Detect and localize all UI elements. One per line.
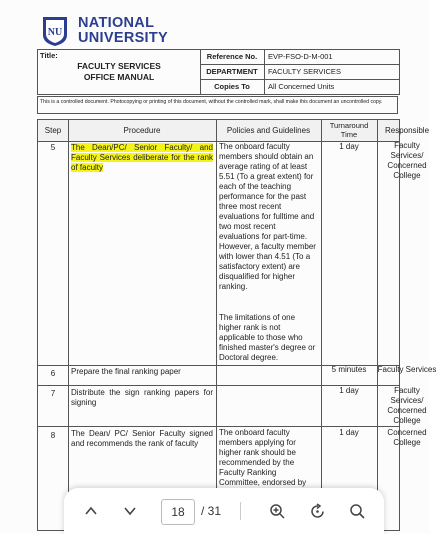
title-block [37, 49, 400, 95]
university-name-line2: UNIVERSITY [78, 30, 169, 46]
search-icon [349, 503, 366, 520]
step-number: 6 [50, 369, 56, 378]
meta-value: All Concerned Units [268, 82, 335, 91]
turnaround-time: 1 day [339, 386, 359, 395]
header-turnaround: Turnaround Time [329, 121, 369, 139]
policy-text: The onboard faculty members should obtain an average rating of at least 5.51 (To a great extent) for each of the teaching performance for the past three most recent evaluations for fulltime and two most recent evaluations for part-time. However, a faculty member with lower than 4.51 (To a satisfactory extent) are disqualified for higher ranking. [219, 142, 316, 291]
row-divider [38, 426, 399, 427]
rotate-button[interactable] [304, 498, 330, 524]
procedure-text: Distribute the sign ranking papers for signing [71, 388, 213, 407]
university-seal-icon [40, 15, 70, 47]
total-pages: / 31 [201, 504, 222, 518]
header-step: Step [44, 126, 62, 135]
previous-page-button[interactable] [78, 498, 104, 524]
chevron-up-icon [83, 503, 99, 519]
university-name-line1: NATIONAL [78, 15, 155, 31]
policy-text-2: The limitations of one higher rank is not applicable to those who finished master's degree or Doctoral degree. [219, 313, 316, 362]
procedure-text: The Dean/ PC/ Senior Faculty signed and recommends the rank of faculty [71, 429, 213, 448]
toolbar-divider [240, 502, 241, 520]
chevron-down-icon [122, 503, 138, 519]
turnaround-time: 1 day [339, 428, 359, 437]
title-cell [38, 50, 201, 94]
meta-row-copies [200, 80, 399, 94]
zoom-in-icon [269, 503, 286, 520]
responsible-party: Faculty Services/ Concerned College [387, 386, 427, 425]
policy-text: The onboard faculty members applying for higher rank should be recommended by the Faculty Ranking Committee, endorsed by [219, 428, 307, 487]
column-divider [68, 120, 69, 530]
meta-row-department [200, 65, 399, 80]
step-number: 7 [50, 389, 56, 398]
procedure-text [68, 143, 216, 173]
step-number: 8 [50, 431, 56, 440]
svg-text:NU: NU [47, 27, 63, 38]
meta-value: EVP-FSO-D-M-001 [268, 52, 333, 61]
meta-key: Copies To [200, 80, 265, 94]
rotate-icon [309, 503, 326, 520]
procedure-text: Prepare the final ranking paper [71, 367, 181, 376]
controlled-document-notice: This is a controlled document. Photocopying or printing of this document, without the controlled mark, shall make this document an uncontrolled copy. [37, 96, 398, 114]
zoom-in-button[interactable] [264, 498, 290, 524]
title-label: Title: [40, 51, 58, 60]
step-number: 5 [50, 143, 56, 152]
header-responsible: Responsible [384, 126, 430, 135]
meta-value: FACULTY SERVICES [268, 67, 341, 76]
column-divider [321, 120, 322, 530]
pdf-viewer-toolbar [64, 488, 384, 534]
turnaround-time: 5 minutes [331, 365, 367, 374]
search-button[interactable] [344, 498, 370, 524]
responsible-party: Concerned College [387, 428, 427, 447]
next-page-button[interactable] [117, 498, 143, 524]
office-name-line1: FACULTY SERVICES [77, 61, 161, 71]
header-procedure: Procedure [123, 126, 161, 135]
highlighted-procedure: The Dean/PC/ Senior Faculty/ and Faculty Services deliberate for the rank of faculty [71, 143, 213, 172]
meta-key: Reference No. [200, 50, 265, 64]
header-policies: Policies and Guidelines [226, 126, 311, 135]
page-number-input[interactable]: 18 [161, 499, 195, 525]
responsible-party: Faculty Services [377, 365, 437, 374]
office-name-line2: OFFICE MANUAL [83, 72, 155, 82]
meta-row-reference [200, 50, 399, 65]
procedure-table [37, 119, 437, 531]
column-divider [377, 120, 378, 530]
meta-key: DEPARTMENT [200, 65, 265, 79]
responsible-party: Faculty Services/ Concerned College [387, 141, 427, 180]
turnaround-time: 1 day [339, 142, 359, 151]
